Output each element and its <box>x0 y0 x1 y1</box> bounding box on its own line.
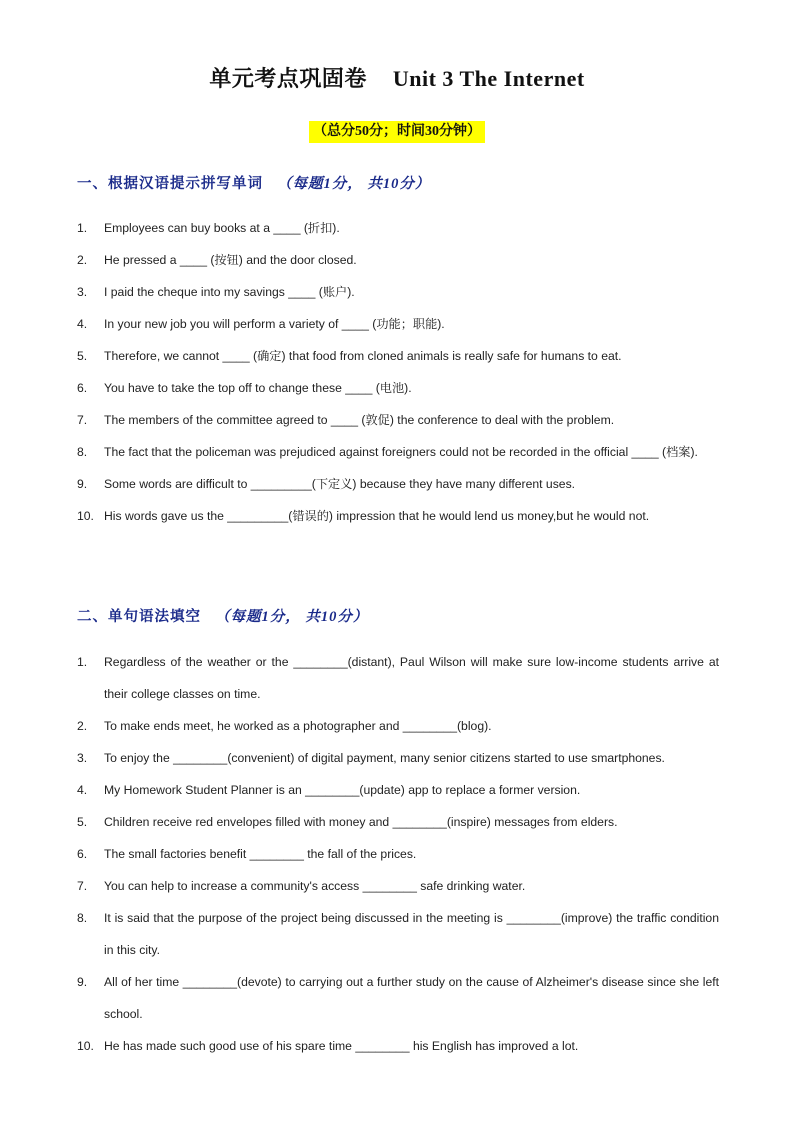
question-item <box>77 902 719 966</box>
question-item <box>77 838 719 870</box>
question-text: To enjoy the ________(convenient) of digital payment, many senior citizens started to use smartphones. <box>104 751 665 765</box>
question-text: You have to take the top off to change these ____ (电池). <box>104 381 412 395</box>
section2-score: （每题1分， 共10分） <box>215 609 369 625</box>
question-text: Children receive red envelopes filled with money and ________(inspire) messages from elders. <box>104 815 618 829</box>
question-number: 8. <box>77 445 88 459</box>
question-text: Therefore, we cannot ____ (确定) that food from cloned animals is really safe for humans to eat. <box>104 349 622 363</box>
question-number: 3. <box>77 285 88 299</box>
question-number: 4. <box>77 783 88 797</box>
question-text: In your new job you will perform a variety of ____ (功能；职能). <box>104 317 445 331</box>
question-number: 1. <box>77 655 88 669</box>
section1-score: （每题1分， 共10分） <box>277 176 431 192</box>
question-item <box>77 340 719 372</box>
question-text: He pressed a ____ (按钮) and the door closed. <box>104 253 357 267</box>
question-item <box>77 500 719 532</box>
question-text: I paid the cheque into my savings ____ (账户). <box>104 285 355 299</box>
question-text: He has made such good use of his spare time ________ his English has improved a lot. <box>104 1039 579 1053</box>
section2-list <box>77 646 719 1062</box>
question-number: 1. <box>77 221 88 235</box>
title-en: Unit 3 The Internet <box>392 66 585 91</box>
question-number: 2. <box>77 253 88 267</box>
page-title <box>0 62 794 93</box>
question-item <box>77 436 719 468</box>
question-text: It is said that the purpose of the project being discussed in the meeting is ________(improve) the traffic condition in this city. <box>104 911 719 957</box>
question-text: You can help to increase a community's access ________ safe drinking water. <box>104 879 526 893</box>
question-number: 7. <box>77 413 88 427</box>
score-time-subtitle: （总分50分；时间30分钟） <box>309 121 485 143</box>
question-item <box>77 870 719 902</box>
question-number: 10. <box>77 1039 94 1053</box>
question-item <box>77 244 719 276</box>
question-number: 5. <box>77 349 88 363</box>
question-item <box>77 742 719 774</box>
question-text: My Homework Student Planner is an ________(update) app to replace a former version. <box>104 783 581 797</box>
question-item <box>77 212 719 244</box>
question-number: 2. <box>77 719 88 733</box>
question-item <box>77 806 719 838</box>
question-item <box>77 646 719 710</box>
question-item <box>77 468 719 500</box>
section1-heading <box>77 172 430 193</box>
question-text: Regardless of the weather or the ________(distant), Paul Wilson will make sure low-income students arrive at their college classes on time. <box>104 655 719 701</box>
question-item <box>77 966 719 1030</box>
question-number: 5. <box>77 815 88 829</box>
question-text: The members of the committee agreed to ____ (敦促) the conference to deal with the problem. <box>104 413 615 427</box>
question-number: 6. <box>77 381 88 395</box>
question-text: To make ends meet, he worked as a photographer and ________(blog). <box>104 719 492 733</box>
question-number: 8. <box>77 911 88 925</box>
question-number: 6. <box>77 847 88 861</box>
question-text: The small factories benefit ________ the fall of the prices. <box>104 847 417 861</box>
section2-heading-text: 二、单句语法填空 <box>77 609 201 625</box>
subtitle-wrap <box>0 121 794 143</box>
section1-list <box>77 212 719 532</box>
question-item <box>77 1030 719 1062</box>
question-number: 7. <box>77 879 88 893</box>
section2-heading <box>77 605 368 626</box>
question-number: 9. <box>77 477 88 491</box>
question-number: 4. <box>77 317 88 331</box>
question-text: Some words are difficult to _________(下定义) because they have many different uses. <box>104 477 576 491</box>
question-number: 9. <box>77 975 88 989</box>
question-item <box>77 372 719 404</box>
question-item <box>77 308 719 340</box>
question-text: The fact that the policeman was prejudiced against foreigners could not be recorded in the official ____ (档案). <box>104 445 698 459</box>
question-item <box>77 276 719 308</box>
title-cn: 单元考点巩固卷 <box>209 66 367 91</box>
question-text: All of her time ________(devote) to carrying out a further study on the cause of Alzheimer's disease since she left school. <box>104 975 719 1021</box>
question-item <box>77 774 719 806</box>
question-text: His words gave us the _________(错误的) impression that he would lend us money,but he would not. <box>104 509 650 523</box>
section1-heading-text: 一、根据汉语提示拼写单词 <box>77 176 263 192</box>
question-item <box>77 710 719 742</box>
question-number: 10. <box>77 509 94 523</box>
question-item <box>77 404 719 436</box>
question-number: 3. <box>77 751 88 765</box>
question-text: Employees can buy books at a ____ (折扣). <box>104 221 340 235</box>
